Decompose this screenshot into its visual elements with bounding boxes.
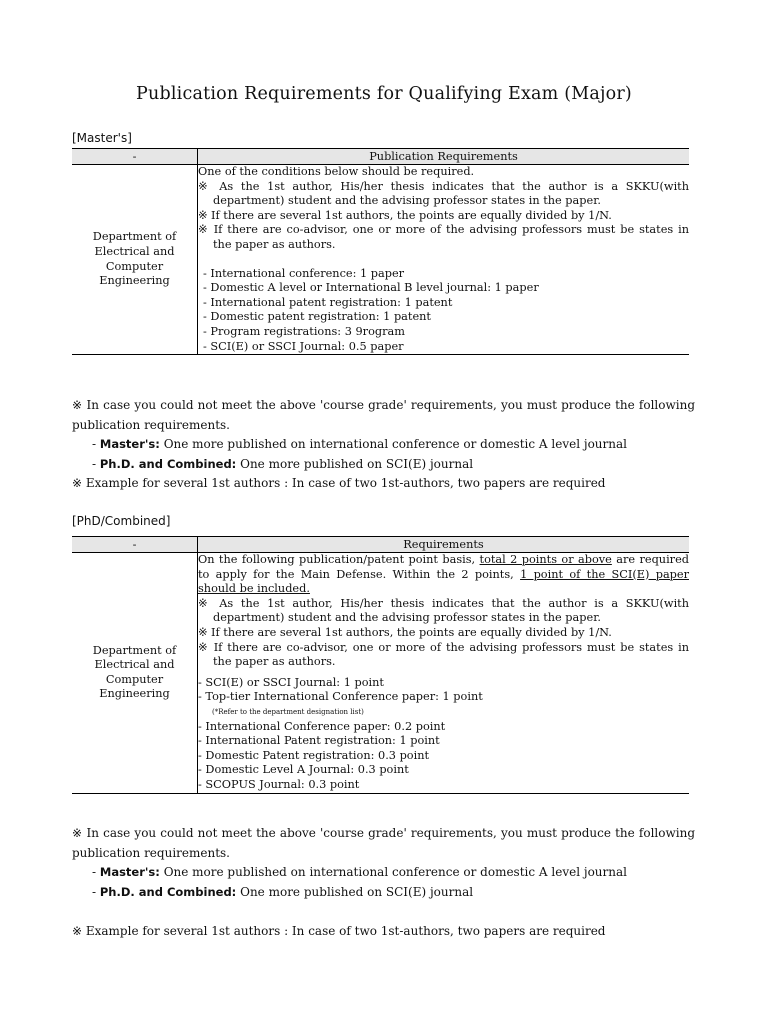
masters-note-1: ※ As the 1st author, His/her thesis indicates that the author is a SKKU(with department) student and the advising professor states in the paper. [198,179,689,208]
phd-post-notes [72,824,695,942]
phd-col1-header: - [72,537,198,553]
masters-post-phd-line: - Ph.D. and Combined: One more published on SCI(E) journal [92,456,474,471]
masters-note-3: ※ If there are co-advisor, one or more of the advising professors must be states in the paper as authors. [198,223,689,251]
list-item: - International conference: 1 paper [203,266,405,280]
phd-post-masters-line: - Master's: One more published on international conference or domestic A level journal [92,865,627,879]
masters-post-example: ※ Example for several 1st authors : In case of two 1st-authors, two papers are required [72,476,606,490]
masters-post-notes [72,396,695,494]
masters-post-note: ※ In case you could not meet the above 'course grade' requirements, you must produce the following publication requirements. [72,398,695,432]
list-item: - SCI(E) or SSCI Journal: 0.5 paper [203,339,404,353]
masters-items-list [198,267,689,355]
refer-note: (*Refer to the department designation list) [212,707,364,716]
list-item: - Domestic patent registration: 1 patent [203,310,431,324]
phd-department-cell: Department of Electrical and Computer Engineering [72,553,198,794]
phd-section-label: [PhD/Combined] [72,514,171,528]
masters-post-masters-line: - Master's: One more published on international conference or domestic A level journal [92,437,627,451]
list-item: - International Conference paper: 0.2 point [198,719,446,733]
masters-intro: One of the conditions below should be required. [198,165,475,178]
phd-requirements-table [72,536,689,794]
phd-note-3: ※ If there are co-advisor, one or more of the advising professors must be states in the paper as authors. [198,640,689,669]
masters-department-cell: Department of Electrical and Computer Engineering [72,165,198,355]
phd-requirements-cell [198,553,690,794]
phd-note-1: ※ As the 1st author, His/her thesis indicates that the author is a SKKU(with department) student and the advising professor states in the paper. [198,596,689,625]
page-title: Publication Requirements for Qualifying Exam (Major) [136,84,632,104]
phd-post-phd-line: - Ph.D. and Combined: One more published on SCI(E) journal [92,884,474,899]
list-item: - Domestic Level A Journal: 0.3 point [198,763,409,777]
list-item: - International patent registration: 1 patent [203,295,453,309]
masters-requirements-table [72,148,689,355]
phd-intro: On the following publication/patent point basis, total 2 points or above are required to apply for the Main Defense. Within the 2 points, 1 point of the SCI(E) paper should be included. [198,553,690,596]
list-item: - SCOPUS Journal: 0.3 point [198,777,360,791]
list-item: - Domestic A level or International B level journal: 1 paper [203,281,539,295]
phd-post-example: ※ Example for several 1st authors : In case of two 1st-authors, two papers are required [72,924,606,938]
phd-table-header-row [72,537,689,553]
phd-col2-header: Requirements [198,537,690,553]
list-item: - Domestic Patent registration: 0.3 point [198,748,430,762]
phd-post-note: ※ In case you could not meet the above 'course grade' requirements, you must produce the following publication requirements. [72,826,695,860]
list-item: - Top-tier International Conference paper: 1 point [198,690,483,704]
phd-note-2: ※ If there are several 1st authors, the points are equally divided by 1/N. [198,625,612,639]
masters-col2-header: Publication Requirements [198,149,690,165]
list-item: - SCI(E) or SSCI Journal: 1 point [198,675,384,689]
masters-note-2: ※ If there are several 1st authors, the points are equally divided by 1/N. [198,208,612,222]
masters-section-label: [Master's] [72,131,132,145]
list-item: - Program registrations: 3 9rogram [203,324,405,338]
phd-items-list [198,676,689,793]
list-item: - International Patent registration: 1 point [198,734,440,748]
phd-table-row [72,553,689,794]
masters-table-header-row [72,149,689,165]
masters-col1-header: - [72,149,198,165]
masters-requirements-cell [198,165,690,355]
masters-table-row [72,165,689,355]
